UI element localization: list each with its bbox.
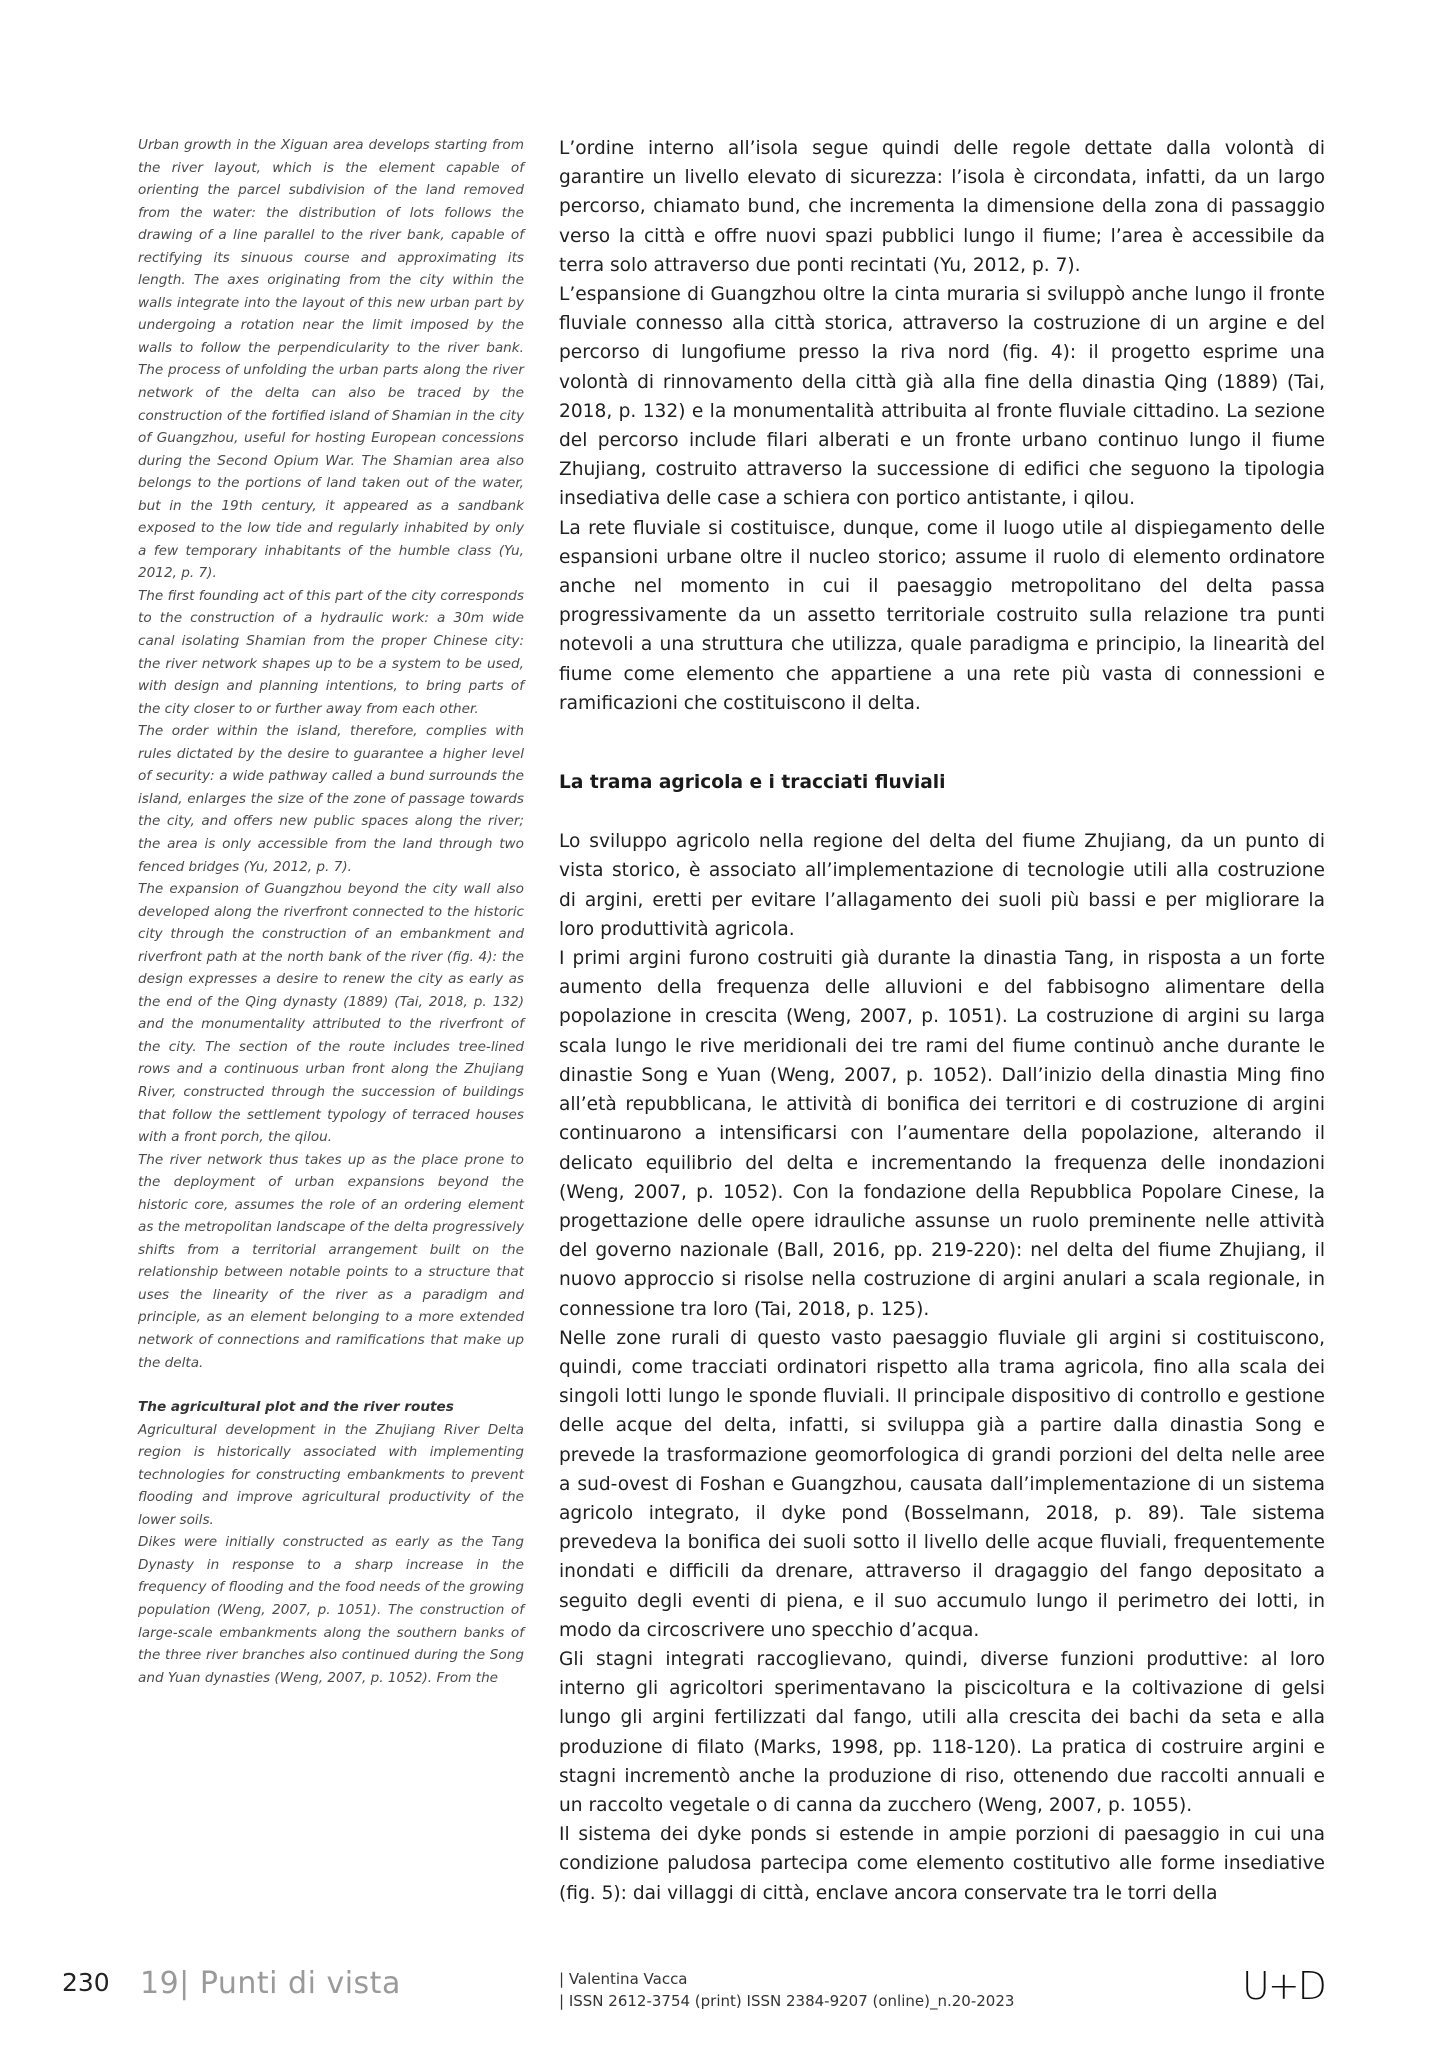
issue-label: 19| Punti di vista <box>140 1966 401 2001</box>
main-paragraph: I primi argini furono costruiti già durante la dinastia Tang, in risposta a un forte aumento della frequenza delle alluvioni e del fabbisogno alimentare della popolazione in crescita (Weng, 2007, p. 1051). La costruzione di argini su larga scala lungo le rive meridionali dei tre rami del fiume continuò anche durante le dinastie Song e Yuan (Weng, 2007, p. 1052). Dall’inizio della dinastia Ming fino all’età repubblicana, le attività di bonifica dei territori e di costruzione di argini continuarono a intensificarsi con l’aumentare della popolazione, alterando il delicato equilibrio del delta e incrementando la frequenza delle inondazioni (Weng, 2007, p. 1052). Con la fondazione della Repubblica Popolare Cinese, la progettazione delle opere idrauliche assunse un ruolo preminente nelle attività del governo nazionale (Ball, 2016, pp. 219-220): nel delta del fiume Zhujiang, il nuovo approccio si risolse nella costruzione di argini anulari a scala regionale, in connessione tra loro (Tai, 2018, p. 125). <box>559 948 1325 1320</box>
page-number: 230 <box>62 1968 110 1997</box>
issn-line: | ISSN 2612-3754 (print) ISSN 2384-9207 (online)_n.20-2023 <box>559 1992 1015 2010</box>
left-section-heading: The agricultural plot and the river routes <box>138 1399 454 1416</box>
main-paragraph: Nelle zone rurali di questo vasto paesaggio fluviale gli argini si costituiscono, quindi, come tracciati ordinatori rispetto alla trama agricola, fino alla scala dei singoli lotti lungo le sponde fluviali. Il principale dispositivo di controllo e gestione delle acque del delta, infatti, si sviluppa già a partire dalla dinastia Song e prevede la trasformazione geomorfologica di grandi porzioni del delta nelle aree a sud-ovest di Foshan e Guangzhou, causata dall’implementazione di un sistema agricolo integrato, il dyke pond (Bosselmann, 2018, p. 89). Tale sistema prevedeva la bonifica dei suoli sotto il livello delle acque fluviali, frequentemente inondati e difficili da drenare, attraverso il dragaggio del fango depositato a seguito degli eventi di piena, e il suo accumulo lungo il perimetro dei lotti, in modo da circoscrivere uno specchio d’acqua. <box>559 1327 1325 1641</box>
journal-logo: U+D <box>1242 1964 1325 2008</box>
left-paragraph: The first founding act of this part of the city corresponds to the construction of a hydraulic work: a 30m wide canal isolating Shamian from the proper Chinese city: the river network shapes up to be a system to be used, with design and planning intentions, to bring parts of the city closer to or further away from each other. <box>138 587 524 717</box>
main-paragraph: Gli stagni integrati raccoglievano, quindi, diverse funzioni produttive: al loro interno gli agricoltori sperimentavano la piscicoltura e la coltivazione di gelsi lungo gli argini fertilizzati dal fango, utili alla crescita dei bachi da seta e alla produzione di filato (Marks, 1998, pp. 118-120). La pratica di costruire argini e stagni incrementò anche la produzione di riso, ottenendo due raccolti annuali e un raccolto vegetale o di canna da zucchero (Weng, 2007, p. 1055). <box>559 1648 1325 1816</box>
main-text-column <box>559 134 1325 1908</box>
main-paragraph: Lo sviluppo agricolo nella regione del delta del fiume Zhujiang, da un punto di vista storico, è associato all’implementazione di tecnologie utili alla costruzione di argini, eretti per evitare l’allagamento dei suoli più bassi e per migliorare la loro produttività agricola. <box>559 831 1325 940</box>
author-name: | Valentina Vacca <box>559 1970 688 1988</box>
publication-info <box>559 1968 1014 2012</box>
left-paragraph: The order within the island, therefore, complies with rules dictated by the desire to guarantee a higher level of security: a wide pathway called a bund surrounds the island, enlarges the size of the zone of passage towards the city, and offers new public spaces along the river; the area is only accessible from the land through two fenced bridges (Yu, 2012, p. 7). <box>138 723 524 875</box>
page-footer <box>0 1964 1448 2024</box>
main-paragraph: Il sistema dei dyke ponds si estende in ampie porzioni di paesaggio in cui una condizione paludosa partecipa come elemento costitutivo alle forme insediative (fig. 5): dai villaggi di città, enclave ancora conservate tra le torri della <box>559 1824 1325 1904</box>
left-paragraph: Dikes were initially constructed as early as the Tang Dynasty in response to a sharp increase in the frequency of flooding and the food needs of the growing population (Weng, 2007, p. 1051). The construction of large-scale embankments along the southern banks of the three river branches also continued during the Song and Yuan dynasties (Weng, 2007, p. 1052). From the <box>138 1534 524 1686</box>
left-paragraph: Agricultural development in the Zhujiang River Delta region is historically associated with implementing technologies for constructing embankments to prevent flooding and improve agricultural productivity of the lower soils. <box>138 1421 524 1528</box>
section-heading: La trama agricola e i tracciati fluviali <box>559 772 946 794</box>
main-paragraph: L’espansione di Guangzhou oltre la cinta muraria si sviluppò anche lungo il fronte fluviale connesso alla città storica, attraverso la costruzione di un argine e del percorso di lungofiume presso la riva nord (fig. 4): il progetto esprime una volontà di rinnovamento della città già alla fine della dinastia Qing (1889) (Tai, 2018, p. 132) e la monumentalità attribuita al fronte fluviale cittadino. La sezione del percorso include filari alberati e un fronte urbano continuo lungo il fiume Zhujiang, costruito attraverso la successione di edifici che seguono la tipologia insediativa delle case a schiera con portico antistante, i qilou. <box>559 284 1325 510</box>
main-paragraph: La rete fluviale si costituisce, dunque, come il luogo utile al dispiegamento delle espansioni urbane oltre il nucleo storico; assume il ruolo di elemento ordinatore anche nel momento in cui il paesaggio metropolitano del delta passa progressivamente da un assetto territoriale costruito sulla relazione tra punti notevoli a una struttura che utilizza, quale paradigma e principio, la linearità del fiume come elemento che appartiene a una rete più vasta di connessioni e ramificazioni che costituiscono il delta. <box>559 517 1325 714</box>
left-paragraph: The expansion of Guangzhou beyond the city wall also developed along the riverfront connected to the historic city through the construction of an embankment and riverfront path at the north bank of the river (fig. 4): the design expresses a desire to renew the city as early as the end of the Qing dynasty (1889) (Tai, 2018, p. 132) and the monumentality attributed to the riverfront of the city. The section of the route includes tree-lined rows and a continuous urban front along the Zhujiang River, constructed through the succession of buildings that follow the settlement typology of terraced houses with a front porch, the qilou. <box>138 881 524 1146</box>
main-paragraph: L’ordine interno all’isola segue quindi delle regole dettate dalla volontà di garantire un livello elevato di sicurezza: l’isola è circondata, infatti, da un largo percorso, chiamato bund, che incrementa la dimensione della zona di passaggio verso la città e offre nuovi spazi pubblici lungo il fiume; l’area è accessibile da terra solo attraverso due ponti recintati (Yu, 2012, p. 7). <box>559 138 1325 276</box>
left-paragraph: Urban growth in the Xiguan area develops starting from the river layout, which is the element capable of orienting the parcel subdivision of the land removed from the water: the distribution of lots follows the drawing of a line parallel to the river bank, capable of rectifying its sinuous course and approximating its length. The axes originating from the city within the walls integrate into the layout of this new urban part by undergoing a rotation near the limit imposed by the walls to follow the perpendicularity to the river bank. The process of unfolding the urban parts along the river network of the delta can also be traced by the construction of the fortified island of Shamian in the city of Guangzhou, useful for hosting European concessions during the Second Opium War. The Shamian area also belongs to the portions of land taken out of the water, but in the 19th century, it appeared as a sandbank exposed to the low tide and regularly inhabited by only a few temporary inhabitants of the humble class (Yu, 2012, p. 7). <box>138 137 524 582</box>
english-translation-column <box>138 134 524 1689</box>
left-paragraph: The river network thus takes up as the place prone to the deployment of urban expansions beyond the historic core, assumes the role of an ordering element as the metropolitan landscape of the delta progressively shifts from a territorial arrangement built on the relationship between notable points to a structure that uses the linearity of the river as a paradigm and principle, as an element belonging to a more extended network of connections and ramifications that make up the delta. <box>138 1151 524 1371</box>
